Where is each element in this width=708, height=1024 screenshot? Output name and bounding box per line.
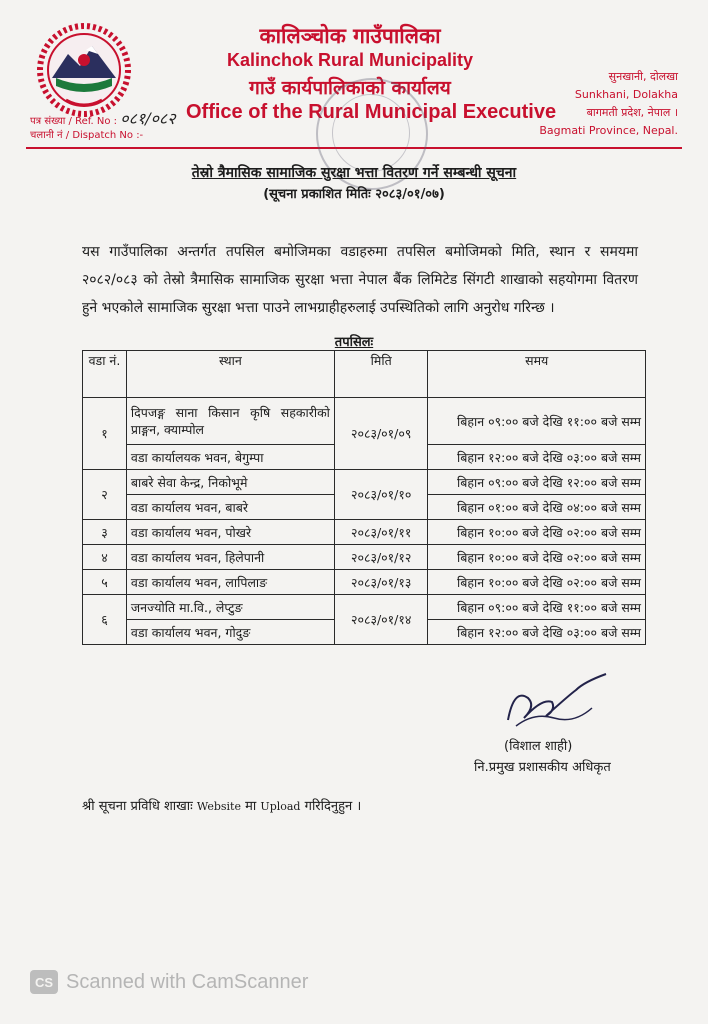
camscanner-watermark: [30, 970, 308, 994]
footer-website: Website: [196, 800, 241, 813]
signature-icon: [494, 668, 614, 738]
date-cell: २०८३/०१/०९: [334, 398, 428, 470]
place-cell: वडा कार्यालयक भवन, बेगुम्पा: [126, 445, 334, 470]
table-row: [83, 520, 646, 545]
time-cell: बिहान ०९:०० बजे देखि १२:०० बजे सम्म: [428, 470, 646, 495]
published-date: (सूचना प्रकाशित मितिः २०८३/०१/०७): [263, 187, 445, 202]
camscanner-text: Scanned with CamScanner: [66, 970, 309, 993]
address-line: बागमती प्रदेश, नेपाल ।: [586, 106, 678, 119]
table-header-row: [83, 351, 646, 398]
date-cell: २०८३/०१/११: [334, 520, 428, 545]
header-place: स्थान: [126, 351, 334, 398]
table-row: [83, 470, 646, 495]
ward-cell: ६: [83, 595, 127, 645]
signatory-name: (विशाल शाही): [504, 739, 573, 754]
subject-text: तेस्रो त्रैमासिक सामाजिक सुरक्षा भत्ता वितरण गर्ने सम्बन्धी सूचना: [191, 165, 517, 181]
place-cell: वडा कार्यालय भवन, गोदुङ: [126, 620, 334, 645]
municipality-name-en: Kalinchok Rural Municipality: [226, 50, 474, 70]
office-name-np: गाउँ कार्यपालिकाको कार्यालय: [249, 77, 451, 99]
ward-cell: ३: [83, 520, 127, 545]
place-cell: बाबरे सेवा केन्द्र, निकोभूमे: [126, 470, 334, 495]
time-cell: बिहान १२:०० बजे देखि ०३:०० बजे सम्म: [428, 445, 646, 470]
details-label-text: तपसिलः: [334, 335, 374, 350]
dispatch-label: चलानी नं / Dispatch No :-: [30, 130, 144, 141]
office-address: [538, 68, 678, 140]
time-cell: बिहान १०:०० बजे देखि ०२:०० बजे सम्म: [428, 570, 646, 595]
camscanner-logo: CS: [30, 970, 58, 994]
footer-ma: मा: [245, 799, 257, 814]
date-cell: २०८३/०१/१२: [334, 545, 428, 570]
table-row: [83, 595, 646, 620]
address-line: Bagmati Province, Nepal.: [539, 124, 678, 137]
table-row: [83, 545, 646, 570]
notice-body: यस गाउँपालिका अन्तर्गत तपसिल बमोजिमका वडाहरुमा तपसिल बमोजिमको मिति, स्थान र समयमा २०८२/०८३ को तेस्रो त्रैमासिक सामाजिक सुरक्षा भत्ता नेपाल बैंक लिमिटेड सिंगटी शाखाको सहयोगमा वितरण हुने भएकोले सामाजिक सुरक्षा भत्ता पाउने लाभग्राहीहरुलाई उपस्थितिको लागि अनुरोध गरिन्छ ।: [82, 244, 638, 316]
place-cell: वडा कार्यालय भवन, बाबरे: [126, 495, 334, 520]
notice-subject: [0, 163, 708, 182]
footer-note: [82, 796, 361, 814]
ref-value: ०८१/०८२: [120, 109, 176, 128]
place-cell: दिपजङ्ग साना किसान कृषि सहकारीको प्राङ्गन, क्याम्पोल: [126, 398, 334, 445]
municipality-name-np: कालिञ्चोक गाउँपालिका: [259, 24, 441, 48]
place-cell: वडा कार्यालय भवन, हिलेपानी: [126, 545, 334, 570]
date-cell: २०८३/०१/१४: [334, 595, 428, 645]
date-cell: २०८३/०१/१३: [334, 570, 428, 595]
office-name-en: Office of the Rural Municipal Executive: [186, 101, 557, 123]
time-cell: बिहान ०१:०० बजे देखि ०४:०० बजे सम्म: [428, 495, 646, 520]
ward-cell: २: [83, 470, 127, 520]
ward-cell: ४: [83, 545, 127, 570]
place-cell: वडा कार्यालय भवन, पोखरे: [126, 520, 334, 545]
municipality-emblem-icon: [36, 20, 132, 120]
time-cell: बिहान ०९:०० बजे देखि ११:०० बजे सम्म: [428, 595, 646, 620]
table-row: [83, 570, 646, 595]
place-cell: वडा कार्यालय भवन, लापिलाङ: [126, 570, 334, 595]
place-cell: जनज्योति मा.वि., लेप्टुङ: [126, 595, 334, 620]
ref-number: [30, 107, 176, 129]
time-cell: बिहान १०:०० बजे देखि ०२:०० बजे सम्म: [428, 545, 646, 570]
address-line: सुनखानी, दोलखा: [608, 70, 678, 83]
time-cell: बिहान ०९:०० बजे देखि ११:०० बजे सम्म: [428, 398, 646, 445]
signatory-title: नि.प्रमुख प्रशासकीय अधिकृत: [474, 760, 611, 775]
ref-label: पत्र संख्या / Ref. No :: [30, 116, 118, 127]
header-time: समय: [428, 351, 646, 398]
time-cell: बिहान १०:०० बजे देखि ०२:०० बजे सम्म: [428, 520, 646, 545]
header-ward: वडा नं.: [83, 351, 127, 398]
ward-cell: ५: [83, 570, 127, 595]
details-label: [0, 332, 708, 350]
ward-cell: १: [83, 398, 127, 470]
footer-to: श्री सूचना प्रविधि शाखाः: [82, 799, 193, 814]
distribution-schedule-table: [82, 350, 646, 645]
footer-action: गरिदिनुहुन ।: [304, 799, 362, 814]
time-cell: बिहान १२:०० बजे देखि ०३:०० बजे सम्म: [428, 620, 646, 645]
date-cell: २०८३/०१/१०: [334, 470, 428, 520]
header-date: मिति: [334, 351, 428, 398]
footer-upload: Upload: [260, 800, 301, 813]
address-line: Sunkhani, Dolakha: [574, 88, 678, 101]
table-row: [83, 398, 646, 445]
